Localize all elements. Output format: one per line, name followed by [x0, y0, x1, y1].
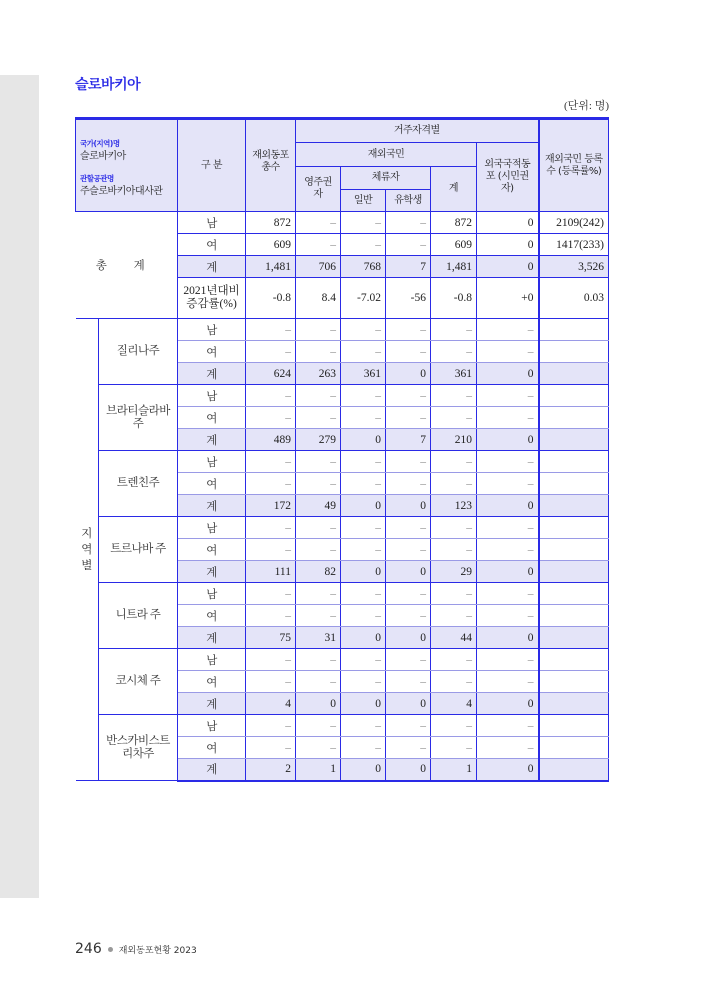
region-row-male: [76, 583, 609, 605]
cell: –: [431, 671, 477, 693]
cell: 2: [246, 759, 296, 781]
cell: 172: [246, 495, 296, 517]
cell: 44: [431, 627, 477, 649]
sex-label: 남: [178, 649, 246, 671]
cell: [539, 737, 609, 759]
cell: 7: [386, 429, 431, 451]
statistics-table: [75, 117, 609, 782]
cell: 7: [386, 256, 431, 278]
header-registered: 재외국민 등록수 (등록률%): [539, 119, 609, 212]
cell: –: [431, 451, 477, 473]
cell: –: [431, 737, 477, 759]
cell: –: [341, 473, 386, 495]
cell: 0: [386, 363, 431, 385]
cell: 0: [296, 693, 341, 715]
cell: –: [477, 319, 539, 341]
cell: –: [341, 234, 386, 256]
cell: [539, 319, 609, 341]
cell: [539, 473, 609, 495]
cell: –: [386, 385, 431, 407]
cell: 75: [246, 627, 296, 649]
header-sojourner: 체류자: [341, 167, 431, 190]
cell: 0: [341, 693, 386, 715]
sex-label: 남: [178, 319, 246, 341]
cell: –: [477, 605, 539, 627]
cell: 0: [341, 561, 386, 583]
cell: –: [386, 234, 431, 256]
sex-label: 여: [178, 473, 246, 495]
cell: 29: [431, 561, 477, 583]
cell: –: [386, 407, 431, 429]
sex-label: 여: [178, 671, 246, 693]
cell: –: [477, 517, 539, 539]
header-subtotal: 계: [431, 167, 477, 212]
office-label: 관할공관명: [80, 173, 114, 183]
country-value: 슬로바키아: [80, 150, 126, 162]
cell: [539, 583, 609, 605]
cell: –: [296, 737, 341, 759]
cell: 0: [341, 759, 386, 781]
cell: -0.8: [431, 278, 477, 319]
cell: –: [477, 473, 539, 495]
cell: –: [477, 671, 539, 693]
cell: –: [386, 473, 431, 495]
cell: –: [477, 649, 539, 671]
cell: [539, 715, 609, 737]
cell: –: [246, 517, 296, 539]
cell: 263: [296, 363, 341, 385]
cell: 279: [296, 429, 341, 451]
cell: 0: [341, 495, 386, 517]
sex-label: 계: [178, 429, 246, 451]
grand-total-label: 총 계: [76, 212, 178, 319]
cell: 872: [431, 212, 477, 234]
cell: [539, 605, 609, 627]
cell: [539, 693, 609, 715]
header-country-cell: [76, 119, 178, 212]
cell: [539, 627, 609, 649]
cell: –: [477, 539, 539, 561]
header-general: 일반: [341, 190, 386, 212]
cell: [539, 451, 609, 473]
cell: –: [477, 385, 539, 407]
cell: –: [296, 319, 341, 341]
cell: –: [431, 715, 477, 737]
cell: –: [341, 517, 386, 539]
cell: 489: [246, 429, 296, 451]
cell: 0: [477, 256, 539, 278]
cell: –: [341, 605, 386, 627]
side-strip: [0, 75, 39, 898]
cell: 0: [477, 627, 539, 649]
grand-total-row-male: [76, 212, 609, 234]
cell: 0: [477, 495, 539, 517]
cell: –: [431, 319, 477, 341]
cell: –: [296, 451, 341, 473]
cell: –: [296, 715, 341, 737]
cell: 49: [296, 495, 341, 517]
cell: 609: [246, 234, 296, 256]
cell: [539, 385, 609, 407]
cell: 706: [296, 256, 341, 278]
cell: –: [477, 583, 539, 605]
region-row-male: [76, 451, 609, 473]
cell: –: [296, 517, 341, 539]
cell: 0: [386, 759, 431, 781]
cell: 609: [431, 234, 477, 256]
cell: 872: [246, 212, 296, 234]
cell: –: [386, 671, 431, 693]
region-name: 니트라 주: [99, 583, 178, 649]
sex-label: 여: [178, 605, 246, 627]
cell: –: [296, 649, 341, 671]
bullet-icon: [108, 947, 113, 952]
cell: [539, 407, 609, 429]
cell: –: [477, 715, 539, 737]
cell: 361: [341, 363, 386, 385]
cell: –: [296, 671, 341, 693]
cell: 1,481: [431, 256, 477, 278]
cell: –: [246, 605, 296, 627]
header-foreign-citizens: 외국국적동포 (시민권자): [477, 143, 539, 212]
page-number: 246: [75, 941, 102, 957]
cell: –: [246, 473, 296, 495]
cell: 0: [386, 495, 431, 517]
sex-label: 여: [178, 234, 246, 256]
cell: –: [341, 649, 386, 671]
cell: [539, 363, 609, 385]
cell: –: [431, 341, 477, 363]
header-student: 유학생: [386, 190, 431, 212]
cell: [539, 759, 609, 781]
cell: –: [386, 517, 431, 539]
cell: 4: [246, 693, 296, 715]
cell: –: [386, 715, 431, 737]
cell: –: [341, 539, 386, 561]
cell: –: [341, 583, 386, 605]
cell: 624: [246, 363, 296, 385]
cell: 4: [431, 693, 477, 715]
sex-label: 여: [178, 407, 246, 429]
cell: 111: [246, 561, 296, 583]
cell: –: [296, 583, 341, 605]
cell: –: [246, 583, 296, 605]
region-row-male: [76, 715, 609, 737]
sex-label: 계: [178, 561, 246, 583]
unit-label: (단위: 명): [563, 100, 609, 112]
cell: –: [296, 234, 341, 256]
sex-label: 남: [178, 715, 246, 737]
cell: –: [386, 737, 431, 759]
cell: –: [246, 319, 296, 341]
cell: –: [431, 407, 477, 429]
cell: 0: [341, 429, 386, 451]
cell: –: [431, 539, 477, 561]
region-name: 코시체 주: [99, 649, 178, 715]
header-permanent: 영주권자: [296, 167, 341, 212]
cell: [539, 429, 609, 451]
cell: –: [246, 715, 296, 737]
region-name: 반스카비스트리차주: [99, 715, 178, 781]
cell: –: [341, 212, 386, 234]
cell: 2109(242): [539, 212, 609, 234]
cell: –: [431, 605, 477, 627]
cell: –: [386, 583, 431, 605]
cell: 0: [477, 759, 539, 781]
cell: –: [296, 385, 341, 407]
cell: 361: [431, 363, 477, 385]
page-footer: [75, 941, 197, 957]
cell: –: [246, 451, 296, 473]
cell: 768: [341, 256, 386, 278]
sex-label: 남: [178, 517, 246, 539]
cell: –: [386, 539, 431, 561]
cell: 1: [296, 759, 341, 781]
header-total-overseas: 재외동포 총수: [246, 119, 296, 212]
cell: +0: [477, 278, 539, 319]
region-row-male: [76, 385, 609, 407]
cell: 31: [296, 627, 341, 649]
cell: -0.8: [246, 278, 296, 319]
cell: 0: [477, 363, 539, 385]
cell: –: [386, 451, 431, 473]
cell: –: [477, 341, 539, 363]
cell: 0: [386, 627, 431, 649]
sex-label: 계: [178, 693, 246, 715]
cell: 3,526: [539, 256, 609, 278]
cell: 0.03: [539, 278, 609, 319]
cell: –: [431, 649, 477, 671]
cell: –: [246, 341, 296, 363]
region-row-male: [76, 649, 609, 671]
cell: –: [386, 649, 431, 671]
sex-label: 남: [178, 451, 246, 473]
cell: –: [431, 385, 477, 407]
cell: –: [341, 385, 386, 407]
cell: –: [477, 407, 539, 429]
country-label: 국가(지역)명: [80, 138, 120, 148]
cell: –: [296, 473, 341, 495]
cell: [539, 495, 609, 517]
cell: [539, 517, 609, 539]
cell: 0: [341, 627, 386, 649]
cell: –: [246, 385, 296, 407]
cell: –: [246, 671, 296, 693]
sex-label: 계: [178, 363, 246, 385]
cell: –: [477, 451, 539, 473]
region-row-male: [76, 517, 609, 539]
book-title: 재외동포현황 2023: [118, 945, 197, 956]
cell: –: [341, 319, 386, 341]
page-title: 슬로바키아: [75, 77, 141, 93]
cell: [539, 341, 609, 363]
cell: –: [386, 319, 431, 341]
cell: –: [296, 212, 341, 234]
cell: –: [386, 341, 431, 363]
header-nationals: 재외국민: [296, 143, 477, 167]
cell: –: [296, 605, 341, 627]
cell: –: [296, 539, 341, 561]
cell: –: [341, 737, 386, 759]
cell: –: [246, 737, 296, 759]
cell: –: [246, 649, 296, 671]
cell: -7.02: [341, 278, 386, 319]
cell: 1: [431, 759, 477, 781]
cell: 1417(233): [539, 234, 609, 256]
cell: 123: [431, 495, 477, 517]
cell: –: [386, 212, 431, 234]
cell: [539, 539, 609, 561]
sex-label: 계: [178, 759, 246, 781]
cell: 0: [477, 561, 539, 583]
sex-label: 계: [178, 256, 246, 278]
cell: –: [341, 341, 386, 363]
cell: –: [341, 407, 386, 429]
cell: 210: [431, 429, 477, 451]
header-category: 구 분: [178, 119, 246, 212]
sex-label: 남: [178, 212, 246, 234]
cell: [539, 671, 609, 693]
office-value: 주슬로바키아대사관: [80, 185, 163, 197]
cell: 0: [477, 429, 539, 451]
cell: 0: [477, 212, 539, 234]
cell: -56: [386, 278, 431, 319]
region-name: 브라티슬라바주: [99, 385, 178, 451]
cell: –: [341, 671, 386, 693]
cell: [539, 561, 609, 583]
cell: –: [431, 473, 477, 495]
cell: –: [296, 407, 341, 429]
cell: –: [296, 341, 341, 363]
sex-label: 여: [178, 737, 246, 759]
cell: –: [431, 517, 477, 539]
sex-label: 계: [178, 627, 246, 649]
change-label: 2021년대비 증감률(%): [178, 278, 246, 319]
sex-label: 여: [178, 341, 246, 363]
regional-group-label: 지역별: [76, 319, 99, 781]
cell: –: [341, 715, 386, 737]
sex-label: 여: [178, 539, 246, 561]
cell: 1,481: [246, 256, 296, 278]
region-name: 트렌친주: [99, 451, 178, 517]
sex-label: 계: [178, 495, 246, 517]
cell: –: [477, 737, 539, 759]
sex-label: 남: [178, 385, 246, 407]
cell: [539, 649, 609, 671]
cell: –: [341, 451, 386, 473]
cell: 8.4: [296, 278, 341, 319]
cell: –: [431, 583, 477, 605]
cell: 82: [296, 561, 341, 583]
cell: 0: [386, 561, 431, 583]
region-name: 질리나주: [99, 319, 178, 385]
cell: –: [386, 605, 431, 627]
cell: –: [246, 407, 296, 429]
cell: –: [246, 539, 296, 561]
sex-label: 남: [178, 583, 246, 605]
cell: 0: [386, 693, 431, 715]
cell: 0: [477, 693, 539, 715]
cell: 0: [477, 234, 539, 256]
region-row-male: [76, 319, 609, 341]
region-name: 트르나바 주: [99, 517, 178, 583]
header-residence-status: 거주자격별: [296, 119, 539, 143]
